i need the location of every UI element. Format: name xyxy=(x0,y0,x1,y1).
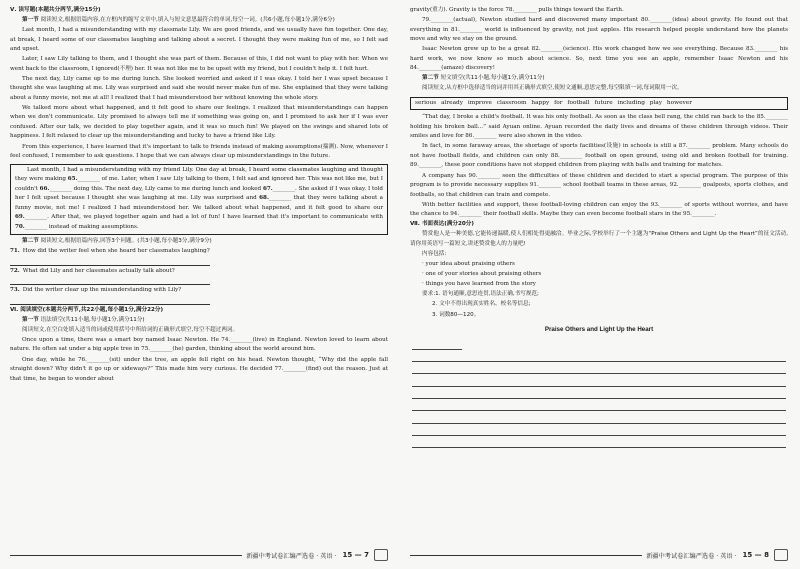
passage-paragraph: The next day, Lily came up to me during lunch. She looked worried and asked if I was okay. I told her I was upset because I thought she was laughing at me. Lily was surprised and said she would never make fun of me. She explained that they were talking about a funny movie, not me at all! I realized that I had misunderstood her without knowing the whole story. xyxy=(10,75,388,101)
question-text: What did Lily and her classmates actually talk about? xyxy=(22,267,175,274)
blank-number: 65. xyxy=(67,176,78,183)
footer-rule xyxy=(10,555,242,556)
requirement: 要求:1. 语句通顺,意思连贯,语法正确,书写规范; xyxy=(422,291,539,298)
newton-paragraph: Once upon a time, there was a smart boy named Isaac Newton. He 74.________(live) in England. Newton loved to learn about nature. He often sat under a big apple tree in 75.________(he) garden, thinking about the world around him. xyxy=(10,336,388,353)
answer-line[interactable] xyxy=(10,276,210,285)
question-71 xyxy=(10,247,388,257)
writing-line[interactable] xyxy=(412,424,786,436)
content-label: 内容包括: xyxy=(422,250,447,257)
part1-instruction xyxy=(10,16,388,26)
blank-number: 67. xyxy=(262,185,273,192)
writing-line[interactable] xyxy=(412,338,462,350)
r-part2-instruction-text: 短文填空(共11小题,每小题1分,满分11分) xyxy=(440,75,545,82)
stamp-icon xyxy=(374,549,388,561)
writing-line[interactable] xyxy=(412,387,786,399)
writing-line[interactable] xyxy=(412,436,786,448)
writing-line[interactable] xyxy=(412,362,786,374)
section-7-title: Ⅶ. 书面表达(满分20分) xyxy=(410,221,474,228)
s6-part1-instruction xyxy=(10,316,388,326)
requirement: 2. 文中不得出现真实姓名、校名等信息; xyxy=(432,301,531,308)
word-bank-box: serious already improve classroom happy for football future including play however xyxy=(410,97,788,111)
question-73 xyxy=(10,286,388,296)
right-footer xyxy=(410,548,788,562)
s6-part1-instruction-2: 阅读短文,在空白处填入适当的词或使用括号中所给词的正确形式填空,每空不超过两词。 xyxy=(22,326,239,333)
passage-paragraph: Later, I saw Lily talking to them, and I thought she was part of them. Because of this, I did not want to play with her. When we went back to the classroom, I ignored(不理) her. It was not like me to be upset with my friend, but I couldn't help it. I felt hurt. xyxy=(10,56,388,72)
part2-instruction-text: 阅读短文,根据语篇内容,回答3个问题。(共3小题,每小题3分,满分9分) xyxy=(40,237,212,244)
summary-text xyxy=(15,166,383,233)
blank-number: 70. xyxy=(15,223,25,230)
question-number: 71. xyxy=(10,248,20,255)
section-6-title: Ⅵ. 阅读填空(本题共分两节,共22小题,每小题1分,满分22分) xyxy=(10,306,164,313)
s6-part1-header: 第一节 xyxy=(22,316,39,323)
passage-paragraph: We talked more about what happened, and it felt good to share our feelings. I realized that misunderstandings can happen when we don't communicate. Lily promised to always tell me if something was going on, and I promised to ask her if I was ever confused. After our talk, we decided to play together again, and it was so much fun! We played on the swings and shared lots of happiness. I felt relaxed to clear up the misunderstanding and lucky to have a friend like Lily. xyxy=(10,104,388,140)
stamp-icon xyxy=(774,549,788,561)
footer-label: 新疆中考试卷汇编严选卷 · 英语 · xyxy=(646,552,737,560)
question-number: 72. xyxy=(10,267,20,274)
blank-number: 66. xyxy=(39,185,50,192)
footer-rule xyxy=(410,555,642,556)
left-footer xyxy=(10,548,388,562)
newton-paragraph: One day, while he 76.________(sit) under the tree, an apple fell right on his head. Newton thought, “Why did the apple fall straight down? Why didn't it go up or sideways?” This made him very curious. He decided 77.________(find) out the reason. Just at that time, he began to wonder about xyxy=(10,356,388,382)
essay-title: Praise Others and Light Up the Heart xyxy=(544,326,654,333)
part2-instruction xyxy=(10,237,388,247)
r-part2-instruction-2: 阅读短文,从方框中选择适当的词并用其正确形式填空,使短文通顺,意思完整,每空限填一词,每词限用一次。 xyxy=(422,85,683,92)
part1-header: 第一节 xyxy=(22,17,39,24)
answer-line[interactable] xyxy=(10,257,210,266)
summary-fragment: ________. After that, we played together again and had a lot of fun! I have learned that it's important to communicate with xyxy=(24,214,383,221)
part1-instruction-text: 阅读短文,根据语篇内容,在方框内的缩写文章中,填入与短文意思最符合的单词,每空一词。(共6小题,每小题1分,满分6分) xyxy=(40,17,335,24)
football-paragraph: With better facilities and support, these football-loving children can enjoy the 93.________ of sports without worries, and have the chance to 94.________ their football skills. Maybe they can even become football stars in the 95.________. xyxy=(410,201,788,218)
newton-paragraph: 79.________(actual), Newton studied hard and discovered many important 80.________(idea) about gravity. He found out that everything in 81.________ world is influenced by gravity, not just apples. His research helped people understand how the planets move and why we stay on the ground. xyxy=(410,17,788,43)
football-paragraph: “That day, I broke a child's football. It was his only football. As soon as the class bell rang, the child ran back to the 85.________ holding his broken ball...” said Ayuan online. Ayuan recorded the daily lives and dreams of these children through videos. Their smiles and love for 86.________ were also shown in the video. xyxy=(410,114,788,140)
blank-number: 69. xyxy=(15,214,25,221)
requirement: 3. 词数80—120。 xyxy=(432,311,480,318)
football-paragraph: In fact, in some faraway areas, the shortage of sports facilities(设施) in schools is still a 87.________ problem. Many schools do not have football fields, and children can only 88.________ football on open ground, using old and broken football for training. 89.________, these poor conditions have not stopped children from playing with balls and training for matches. xyxy=(410,143,788,169)
bullet-item: · one of your stories about praising others xyxy=(422,271,542,278)
writing-line[interactable] xyxy=(412,350,786,362)
right-page xyxy=(410,6,788,542)
summary-fragment: Last month, I had a misunderstanding with my friend Lily. One day at break, I heard some classmates laughing and thought they were making xyxy=(15,166,383,183)
left-page xyxy=(10,6,388,542)
bullet-item: · your idea about praising others xyxy=(422,261,515,268)
summary-fragment: ________ that they were talking about a funny movie, not me! I realized I had misunderstood her. We talked about what happened, and it felt good to share our xyxy=(15,195,383,211)
summary-fragment: ________ doing this. The next day, Lily came to me during lunch and looked xyxy=(49,185,263,192)
summary-fragment: ________ of me. Later, when I saw Lily talking to them, I felt sad and ignored her. This was not like me, but I couldn't xyxy=(15,176,383,192)
footer-label: 新疆中考试卷汇编严选卷 · 英语 · xyxy=(246,552,337,560)
question-72 xyxy=(10,267,388,277)
bullet-item: · things you have learned from the story xyxy=(422,281,536,288)
answer-line[interactable] xyxy=(10,296,210,305)
passage-paragraph: Last month, I had a misunderstanding with my classmate Lily. We are good friends, and we usually have fun together. One day, at break, I heard some of our classmates laughing and talking about a secret. I thought they were making fun of me, so I felt sad and upset. xyxy=(10,27,388,53)
question-number: 73. xyxy=(10,287,20,294)
section-5-title: Ⅴ. 读写题(本题共分两节,满分15分) xyxy=(10,7,101,13)
r-part2-header: 第二节 xyxy=(422,75,439,82)
football-paragraph: A company has 90.________ seen the difficulties of these children and decided to start a special program. The purpose of this program is to provide necessary supplies 91.________ school football teams in these areas, 92.________ goalposts, sports clothes, and footballs, so that children can train and compete. xyxy=(410,172,788,198)
newton-paragraph: gravity(重力). Gravity is the force 78.________ pulls things toward the Earth. xyxy=(410,7,624,13)
passage-paragraph: From this experience, I have learned that it's important to talk to friends instead of making assumptions(揣测). Now, whenever I feel confused, I remember to ask questions. I hope that we can always clear up misunderstandings in the future. xyxy=(10,143,388,160)
question-text: Did the writer clear up the misunderstanding with Lily? xyxy=(22,287,182,294)
page-number: 15 — 7 xyxy=(342,551,369,559)
page-number: 15 — 8 xyxy=(742,551,769,559)
writing-line[interactable] xyxy=(412,374,786,386)
blank-number: 68. xyxy=(259,195,269,202)
writing-prompt: 赞赏他人是一种美德,它能传递温暖,使人们相处得更融洽。毕业之际,学校举行了一个主题为“Praise Others and Light Up the Heart”的征文活动,请你用英语写一篇短文,讲述赞赏他人的力量吧! xyxy=(410,231,788,247)
summary-fragment: ________. She asked if I was okay. I told her I felt upset because I thought she was laughing at me. Lily was surprised and xyxy=(15,185,384,202)
writing-line[interactable] xyxy=(412,399,786,411)
part2-header: 第二节 xyxy=(22,237,39,244)
writing-line[interactable] xyxy=(412,411,786,423)
question-text: How did the writer feel when she heard her classmates laughing? xyxy=(22,248,210,255)
r-part2-instruction xyxy=(410,74,788,84)
newton-paragraph: Isaac Newton grew up to be a great 82.________(science). His work changed how we see everything. Because 83.________ his hard work, we now know so much about science. So, next time you see an apple, remember Isaac Newton and his 84.________(amaze) discovery! xyxy=(410,46,788,72)
summary-fragment: ________ instead of making assumptions. xyxy=(24,223,139,230)
summary-box xyxy=(10,164,388,235)
s6-part1-instruction-text: 语法填空(共11小题,每小题1分,满分11分) xyxy=(40,316,145,323)
